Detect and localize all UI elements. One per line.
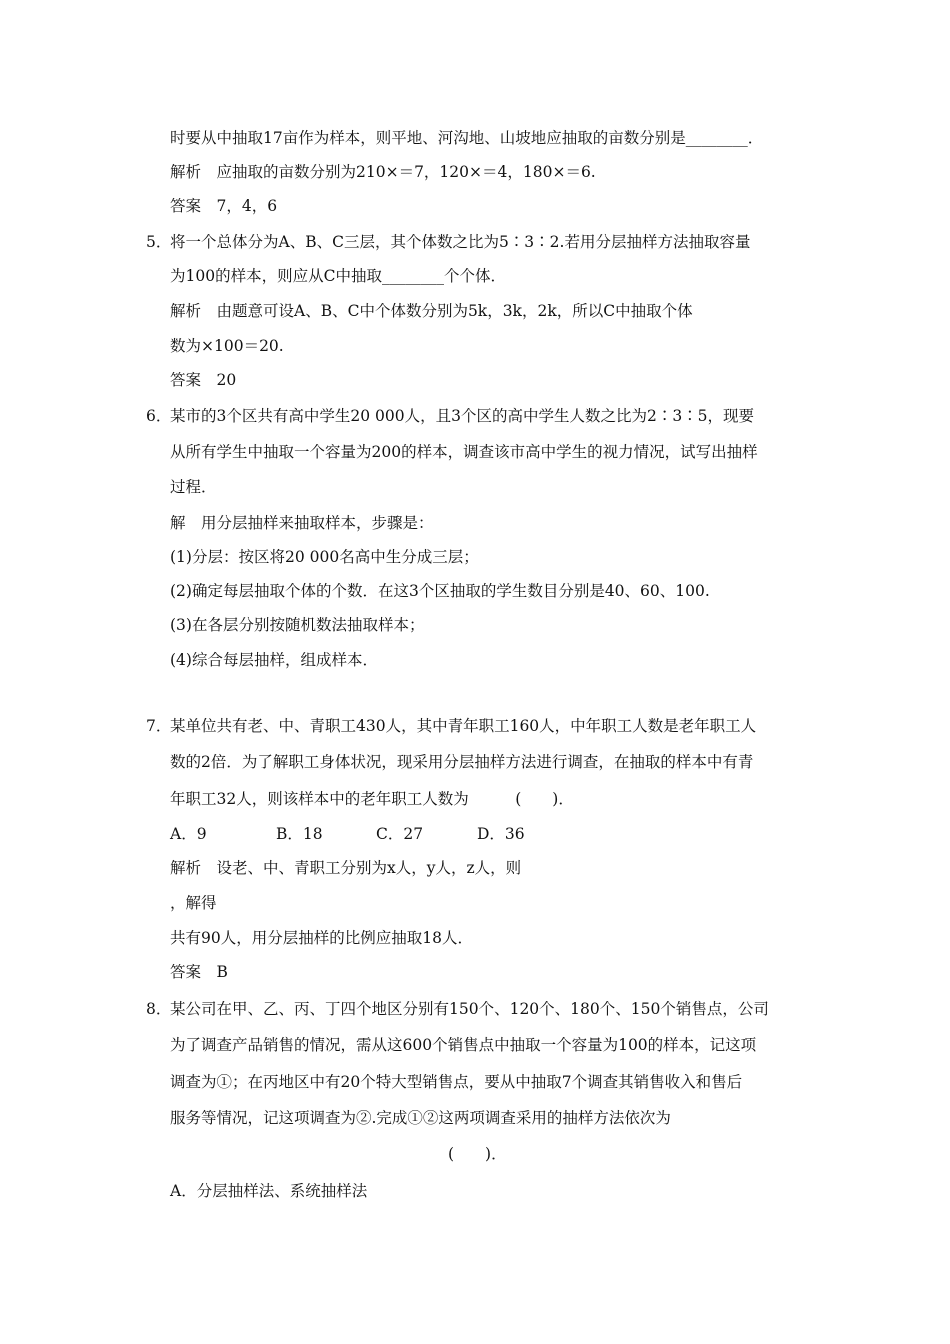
q6-solution: 解 用分层抽样来抽取样本，步骤是： <box>170 514 434 532</box>
q6-step4: (4)综合每层抽样，组成样本． <box>170 651 378 669</box>
q5-number: 5． <box>146 233 172 251</box>
q7-analysis-line1: 解析 设老、中、青职工分别为x人，y人，z人，则 <box>170 859 522 877</box>
q7-analysis-line3: 共有90人，用分层抽样的比例应抽取18人． <box>170 929 473 947</box>
q7-analysis-line2: ，解得 <box>170 894 217 912</box>
q5-line1: 将一个总体分为A、B、C三层，其个体数之比为5∶3∶2.若用分层抽样方法抽取容量 <box>170 233 751 251</box>
q6-step3: (3)在各层分别按随机数法抽取样本； <box>170 616 425 634</box>
q7-option-d: D．36 <box>477 825 525 843</box>
q6-line1: 某市的3个区共有高中学生20 000人，且3个区的高中学生人数之比为2∶3∶5，现要 <box>170 407 755 425</box>
q6-step1: (1)分层：按区将20 000名高中生分成三层； <box>170 548 479 566</box>
q8-answer-bracket: ( )． <box>448 1145 507 1163</box>
q8-line3: 调查为①；在丙地区中有20个特大型销售点，要从中抽取7个调查其销售收入和售后 <box>170 1073 743 1091</box>
q6-line3: 过程． <box>170 478 217 496</box>
q6-line2: 从所有学生中抽取一个容量为200的样本，调查该市高中学生的视力情况，试写出抽样 <box>170 443 758 461</box>
q7-option-c: C．27 <box>376 825 424 843</box>
q7-line2: 数的2倍．为了解职工身体状况，现采用分层抽样方法进行调查，在抽取的样本中有青 <box>170 753 754 771</box>
q7-line3: 年职工32人，则该样本中的老年职工人数为 ( )． <box>170 790 574 808</box>
q6-number: 6． <box>146 407 172 425</box>
q7-option-b: B．18 <box>276 825 323 843</box>
q8-line2: 为了调查产品销售的情况，需从这600个销售点中抽取一个容量为100的样本，记这项 <box>170 1036 757 1054</box>
q7-line1: 某单位共有老、中、青职工430人，其中青年职工160人，中年职工人数是老年职工人 <box>170 717 757 735</box>
q5-analysis-line1: 解析 由题意可设A、B、C中个体数分别为5k，3k，2k，所以C中抽取个体 <box>170 302 693 320</box>
q5-analysis-line2: 数为×100＝20. <box>170 337 284 355</box>
q8-option-a: A．分层抽样法、系统抽样法 <box>170 1182 368 1200</box>
q4-analysis: 解析 应抽取的亩数分别为210×＝7，120×＝4，180×＝6. <box>170 163 596 181</box>
q7-answer: 答案 B <box>170 963 228 981</box>
q5-answer: 答案 20 <box>170 371 237 389</box>
q6-step2: (2)确定每层抽取个体的个数．在这3个区抽取的学生数目分别是40、60、100. <box>170 582 710 600</box>
q5-line2: 为100的样本，则应从C中抽取________个个体． <box>170 267 506 285</box>
q7-number: 7． <box>146 717 172 735</box>
q8-line4: 服务等情况，记这项调查为②.完成①②这两项调查采用的抽样方法依次为 <box>170 1109 671 1127</box>
q7-option-a: A．9 <box>170 825 207 843</box>
q8-line1: 某公司在甲、乙、丙、丁四个地区分别有150个、120个、180个、150个销售点，公司 <box>170 1000 769 1018</box>
q8-number: 8． <box>146 1000 172 1018</box>
q4-text: 时要从中抽取17亩作为样本，则平地、河沟地、山坡地应抽取的亩数分别是________． <box>170 129 764 147</box>
q4-answer: 答案 7，4，6 <box>170 197 278 215</box>
